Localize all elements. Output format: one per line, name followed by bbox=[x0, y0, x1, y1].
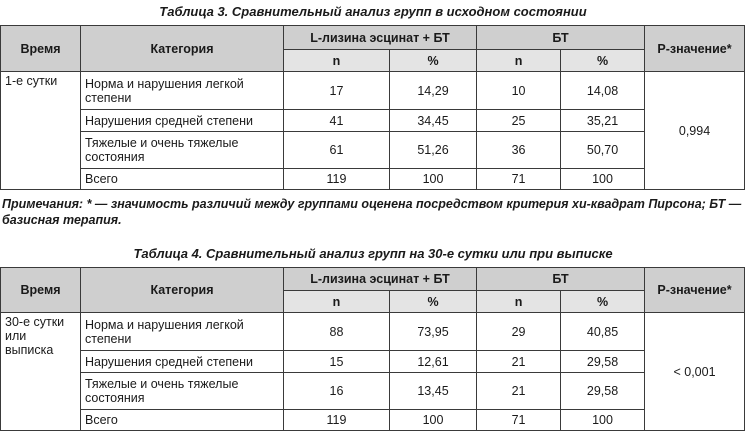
table3-header-p: P-значение* bbox=[645, 26, 745, 72]
table3-cell-category: Всего bbox=[81, 169, 284, 190]
table3-cell-pct1: 51,26 bbox=[390, 132, 477, 169]
table4-cell-pct2: 40,85 bbox=[561, 313, 645, 351]
table3-header-group2: БТ bbox=[477, 26, 645, 50]
table4-header-group1: L-лизина эсцинат + БТ bbox=[284, 268, 477, 291]
table4-cell-category: Норма и нарушения легкой степени bbox=[81, 313, 284, 351]
table3-cell-n1: 119 bbox=[284, 169, 390, 190]
table3-header-pct2: % bbox=[561, 50, 645, 72]
table3-cell-pct1: 100 bbox=[390, 169, 477, 190]
table3-cell-n1: 17 bbox=[284, 72, 390, 110]
table3-cell-category: Нарушения средней степени bbox=[81, 110, 284, 132]
table4-cell-n2: 71 bbox=[477, 410, 561, 431]
table4-header-category: Категория bbox=[81, 268, 284, 313]
table3-cell-pct1: 34,45 bbox=[390, 110, 477, 132]
table4-cell-pct1: 12,61 bbox=[390, 351, 477, 373]
table4-cell-n1: 15 bbox=[284, 351, 390, 373]
table3-header-n2: n bbox=[477, 50, 561, 72]
table4 bbox=[0, 267, 745, 431]
table-row bbox=[1, 72, 745, 110]
table4-cell-n2: 29 bbox=[477, 313, 561, 351]
table4-cell-pct2: 100 bbox=[561, 410, 645, 431]
table3 bbox=[0, 25, 745, 190]
table4-cell-n2: 21 bbox=[477, 373, 561, 410]
table4-cell-n1: 119 bbox=[284, 410, 390, 431]
table3-cell-pct2: 14,08 bbox=[561, 72, 645, 110]
table4-header-pct1: % bbox=[390, 291, 477, 313]
table-row bbox=[1, 313, 745, 351]
table4-header-p: P-значение* bbox=[645, 268, 745, 313]
table3-cell-n2: 10 bbox=[477, 72, 561, 110]
table4-cell-pct1: 13,45 bbox=[390, 373, 477, 410]
table4-header-n1: n bbox=[284, 291, 390, 313]
table3-cell-category: Норма и нарушения легкой степени bbox=[81, 72, 284, 110]
table-row bbox=[1, 351, 745, 373]
table3-cell-pct2: 100 bbox=[561, 169, 645, 190]
table3-header-time: Время bbox=[1, 26, 81, 72]
table4-header-group2: БТ bbox=[477, 268, 645, 291]
table3-cell-pct2: 50,70 bbox=[561, 132, 645, 169]
table3-cell-n1: 41 bbox=[284, 110, 390, 132]
table3-header-category: Категория bbox=[81, 26, 284, 72]
table3-p-value: 0,994 bbox=[645, 72, 745, 190]
table-row bbox=[1, 410, 745, 431]
table4-cell-n1: 88 bbox=[284, 313, 390, 351]
table3-cell-n2: 25 bbox=[477, 110, 561, 132]
table3-header-group1: L-лизина эсцинат + БТ bbox=[284, 26, 477, 50]
table4-header-pct2: % bbox=[561, 291, 645, 313]
table4-cell-n2: 21 bbox=[477, 351, 561, 373]
table4-cell-category: Нарушения средней степени bbox=[81, 351, 284, 373]
table3-cell-pct1: 14,29 bbox=[390, 72, 477, 110]
table-row bbox=[1, 132, 745, 169]
table-row bbox=[1, 373, 745, 410]
table3-cell-n2: 71 bbox=[477, 169, 561, 190]
table-row bbox=[1, 169, 745, 190]
table3-header-pct1: % bbox=[390, 50, 477, 72]
table4-header-n2: n bbox=[477, 291, 561, 313]
table3-header-n1: n bbox=[284, 50, 390, 72]
table4-caption: Таблица 4. Сравнительный анализ групп на 30-е сутки или при выписке bbox=[133, 246, 613, 261]
table3-cell-n1: 61 bbox=[284, 132, 390, 169]
table4-cell-n1: 16 bbox=[284, 373, 390, 410]
table3-cell-pct2: 35,21 bbox=[561, 110, 645, 132]
table4-header-time: Время bbox=[1, 268, 81, 313]
table4-time-value: 30-е сутки или выписка bbox=[1, 313, 81, 431]
table4-cell-pct1: 73,95 bbox=[390, 313, 477, 351]
table4-cell-category: Всего bbox=[81, 410, 284, 431]
table3-time-value: 1-е сутки bbox=[1, 72, 81, 190]
table4-p-value: < 0,001 bbox=[645, 313, 745, 431]
table4-cell-pct1: 100 bbox=[390, 410, 477, 431]
table3-caption: Таблица 3. Сравнительный анализ групп в исходном состоянии bbox=[159, 4, 587, 19]
table3-cell-category: Тяжелые и очень тяжелые состояния bbox=[81, 132, 284, 169]
table-note: Примечания: * — значимость различий между группами оценена посредством критерия хи-квадрат Пирсона; БТ — базисная терапия. bbox=[2, 197, 742, 227]
table-row bbox=[1, 110, 745, 132]
table4-cell-pct2: 29,58 bbox=[561, 373, 645, 410]
table4-cell-category: Тяжелые и очень тяжелые состояния bbox=[81, 373, 284, 410]
table3-cell-n2: 36 bbox=[477, 132, 561, 169]
table4-cell-pct2: 29,58 bbox=[561, 351, 645, 373]
